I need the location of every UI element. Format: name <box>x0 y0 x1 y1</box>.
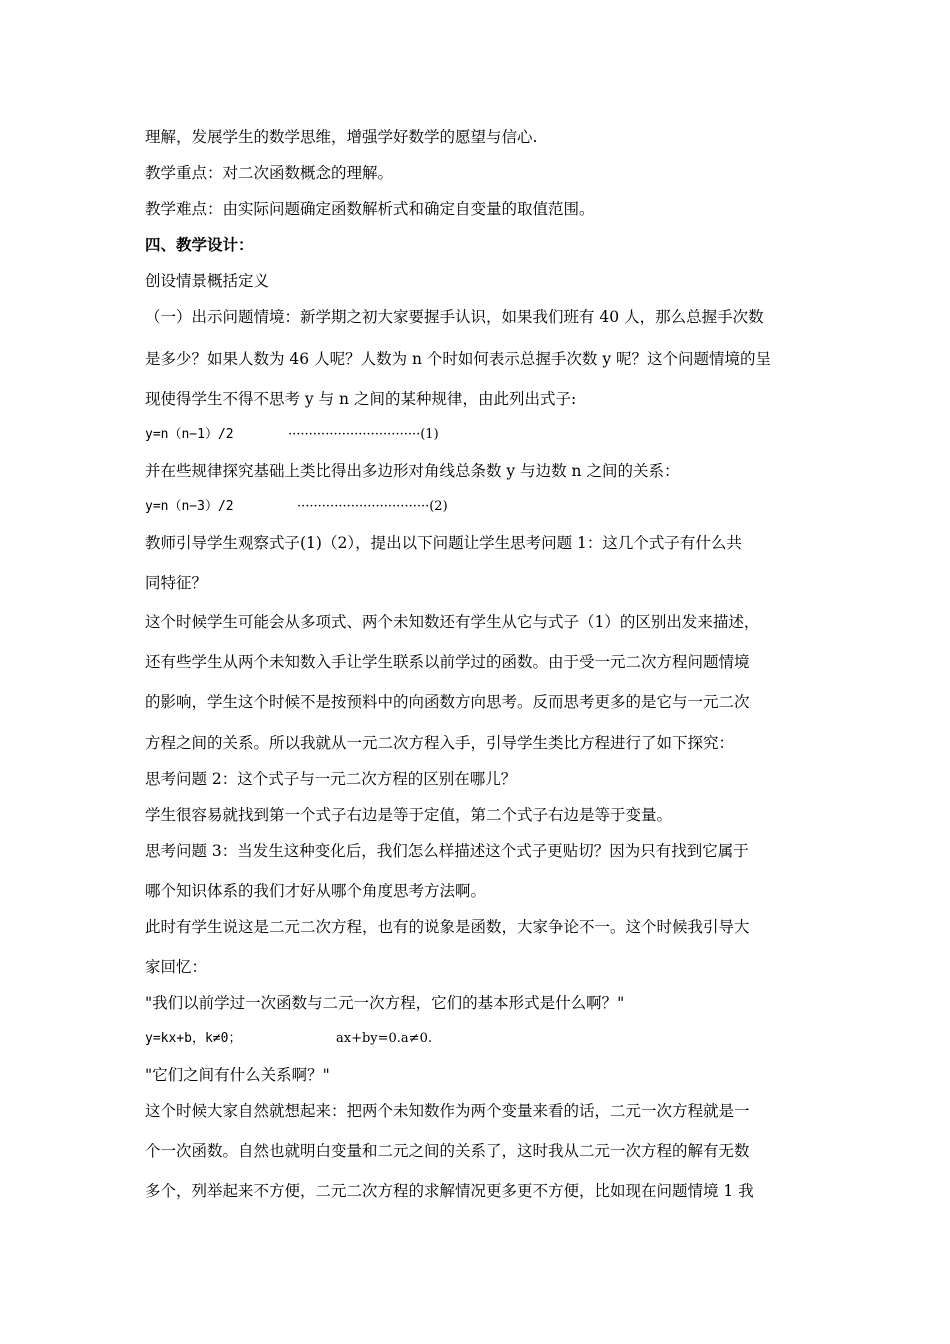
paragraph-line: 方程之间的关系。所以我就从一元二次方程入手，引导学生类比方程进行了如下探究： <box>145 734 735 752</box>
paragraph-line: 这个时候大家自然就想起来：把两个未知数作为两个变量来看的话，二元一次方程就是一 <box>145 1102 750 1120</box>
paragraph-line: 学生很容易就找到第一个式子右边是等于定值，第二个式子右边是等于变量。 <box>145 806 673 824</box>
quote-line: "它们之间有什么关系啊？" <box>145 1066 330 1084</box>
paragraph-line: 教师引导学生观察式子(1)（2），提出以下问题让学生思考问题 1：这几个式子有什么共 <box>145 534 742 552</box>
formula-2: y=n（n−3）/2 <box>145 499 234 514</box>
paragraph-line: 的影响，学生这个时候不是按预料中的向函数方向思考。反而思考更多的是它与一元二次 <box>145 693 750 711</box>
paragraph-line: 这个时候学生可能会从多项式、两个未知数还有学生从它与式子（1）的区别出发来描述， <box>145 613 760 631</box>
paragraph-line: 多个，列举起来不方便，二元二次方程的求解情况更多更不方便，比如现在问题情境 1 我 <box>145 1182 754 1200</box>
subsection-heading: 创设情景概括定义 <box>145 272 270 290</box>
paragraph-line: 理解，发展学生的数学思维，增强学好数学的愿望与信心. <box>145 128 538 146</box>
paragraph-line: 是多少？如果人数为 46 人呢？人数为 n 个时如何表示总握手次数 y 呢？这个问题情境的呈 <box>145 350 772 368</box>
paragraph-line: 哪个知识体系的我们才好从哪个角度思考方法啊。 <box>145 882 487 900</box>
thinking-question-2: 思考问题 2：这个式子与一元二次方程的区别在哪儿？ <box>145 770 517 788</box>
formula-1-label: ································(1) <box>288 427 439 442</box>
linear-function-formula: y=kx+b，k≠0； <box>145 1031 242 1046</box>
formula-2-label: ································(2) <box>297 499 448 514</box>
paragraph-line: 并在些规律探究基础上类比得出多边形对角线总条数 y 与边数 n 之间的关系： <box>145 462 680 480</box>
thinking-question-3: 思考问题 3：当发生这种变化后，我们怎么样描述这个式子更贴切？因为只有找到它属于 <box>145 842 749 860</box>
teaching-difficulty-line: 教学难点：由实际问题确定函数解析式和确定自变量的取值范围。 <box>145 200 595 218</box>
paragraph-line: 还有些学生从两个未知数入手让学生联系以前学过的函数。由于受一元二次方程问题情境 <box>145 653 750 671</box>
paragraph-line: 个一次函数。自然也就明白变量和二元之间的关系了，这时我从二元一次方程的解有无数 <box>145 1142 750 1160</box>
quote-line: "我们以前学过一次函数与二元一次方程，它们的基本形式是什么啊？" <box>145 994 625 1012</box>
paragraph-line: 同特征？ <box>145 574 208 592</box>
paragraph-line: （一）出示问题情境：新学期之初大家要握手认识，如果我们班有 40 人，那么总握手次数 <box>145 308 764 326</box>
paragraph-line: 现使得学生不得不思考 y 与 n 之间的某种规律，由此列出式子: <box>145 390 577 408</box>
formula-1: y=n（n−1）/2 <box>145 427 234 442</box>
paragraph-line: 此时有学生说这是二元二次方程，也有的说象是函数，大家争论不一。这个时候我引导大 <box>145 918 750 936</box>
linear-equation-formula: ax+by=0.a≠0. <box>336 1031 432 1046</box>
section-heading: 四、教学设计： <box>145 235 254 254</box>
paragraph-line: 家回忆： <box>145 958 208 976</box>
teaching-focus-line: 教学重点：对二次函数概念的理解。 <box>145 164 394 182</box>
